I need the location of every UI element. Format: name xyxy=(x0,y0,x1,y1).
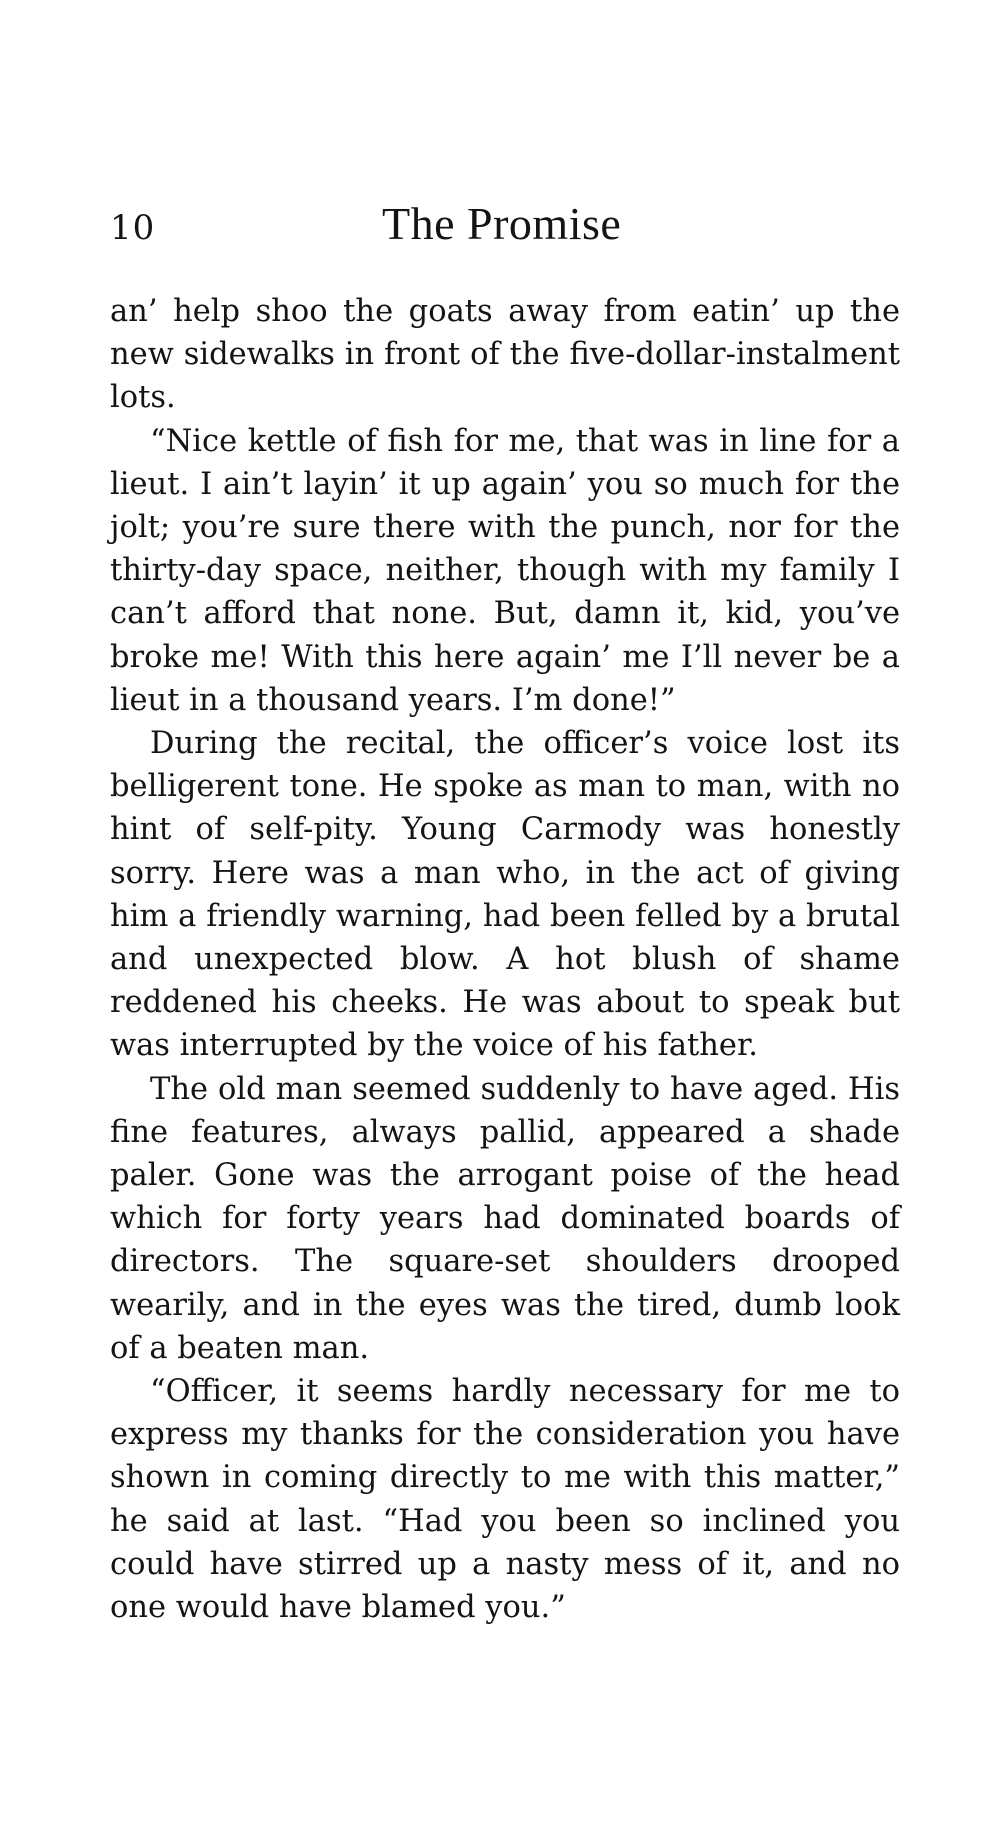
paragraph-officer-complaint: “Nice kettle of fish for me, that was in line for a lieut. I ain’t layin’ it up again’ you so much for the jolt; you’re sure there with the punch, nor for the thirty-day space, neither, though with my family I can’t afford that none. But, damn it, kid, you’ve broke me! With this here again’ me I’ll never be a lieut in a thousand years. I’m done!” xyxy=(110,423,900,718)
running-head xyxy=(110,198,900,254)
body-text xyxy=(110,290,900,1629)
paragraph-old-man: The old man seemed suddenly to have aged. His fine features, always pallid, appeared a shade paler. Gone was the arrogant poise of the head which for forty years had dominated boards of directors. The square-set shoulders drooped wearily, and in the eyes was the tired, dumb look of a beaten man. xyxy=(110,1071,900,1366)
page-number: 10 xyxy=(110,208,156,248)
paragraph-recital: During the recital, the officer’s voice lost its belligerent tone. He spoke as man to man, with no hint of self-pity. Young Carmody was honestly sorry. Here was a man who, in the act of giving him a friendly warning, had been felled by a brutal and unexpected blow. A hot blush of shame reddened his cheeks. He was about to speak but was interrupted by the voice of his father. xyxy=(110,726,900,1064)
paragraph-officer-thanks: “Officer, it seems hardly necessary for me to express my thanks for the consideration you have shown in coming directly to me with this matter,” he said at last. “Had you been so inclined you could have stirred up a nasty mess of it, and no one would have blamed you.” xyxy=(110,1374,900,1626)
paragraph-continuation: an’ help shoo the goats away from eatin’ up the new sidewalks in front of the five-dollar-instalment lots. xyxy=(110,294,900,416)
running-title: The Promise xyxy=(382,198,622,249)
